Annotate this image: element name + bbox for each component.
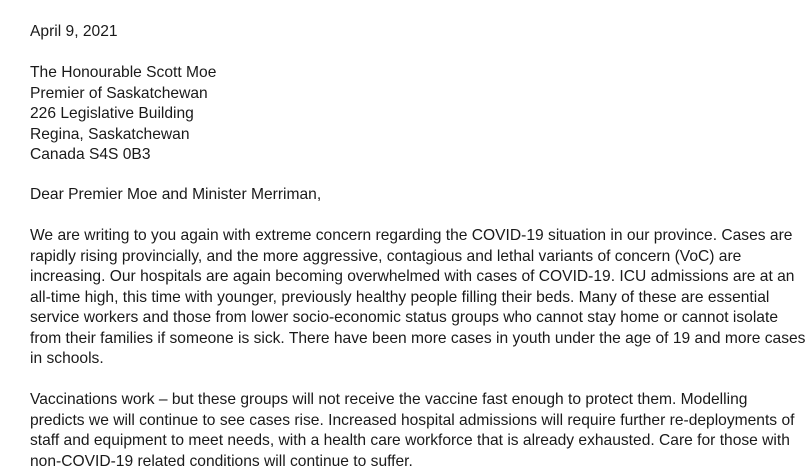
address-line: 226 Legislative Building [30, 105, 194, 122]
paragraph-1 [30, 226, 805, 370]
letter-date: April 9, 2021 [30, 23, 118, 40]
paragraph-line: from their families if someone is sick. There have been more cases in youth under the age of 19 and more cases [30, 329, 805, 347]
paragraph-line: We are writing to you again with extreme concern regarding the COVID-19 situation in our province. Cases are [30, 227, 793, 244]
paragraph-line: staff and equipment to meet needs, with a health care workforce that is already exhausted. Care for those with [30, 432, 790, 449]
paragraph-line: predicts we will continue to see cases rise. Increased hospital admissions will require further re-deployments of [30, 411, 795, 429]
paragraph-2 [30, 390, 795, 470]
address-line: The Honourable Scott Moe [30, 64, 217, 81]
paragraph-line: increasing. Our hospitals are again becoming overwhelmed with cases of COVID-19. ICU admissions are at an [30, 268, 795, 285]
paragraph-line: service workers and those from lower socio-economic status groups who cannot stay home or cannot isolate [30, 309, 778, 326]
paragraph-line: all-time high, this time with younger, previously healthy people filling their beds. Many of these are essential [30, 288, 770, 306]
address-line: Canada S4S 0B3 [30, 146, 151, 163]
salutation: Dear Premier Moe and Minister Merriman, [30, 186, 322, 203]
paragraph-line: rapidly rising provincially, and the more aggressive, contagious and lethal variants of concern (VoC) are [30, 247, 742, 265]
address-line: Regina, Saskatchewan [30, 125, 190, 143]
paragraph-line: in schools. [30, 350, 104, 367]
recipient-address [30, 63, 216, 166]
paragraph-line: Vaccinations work – but these groups will not receive the vaccine fast enough to protect them. Modelling [30, 391, 748, 408]
paragraph-line: non-COVID-19 related conditions will continue to suffer. [30, 452, 413, 470]
address-line: Premier of Saskatchewan [30, 84, 208, 102]
